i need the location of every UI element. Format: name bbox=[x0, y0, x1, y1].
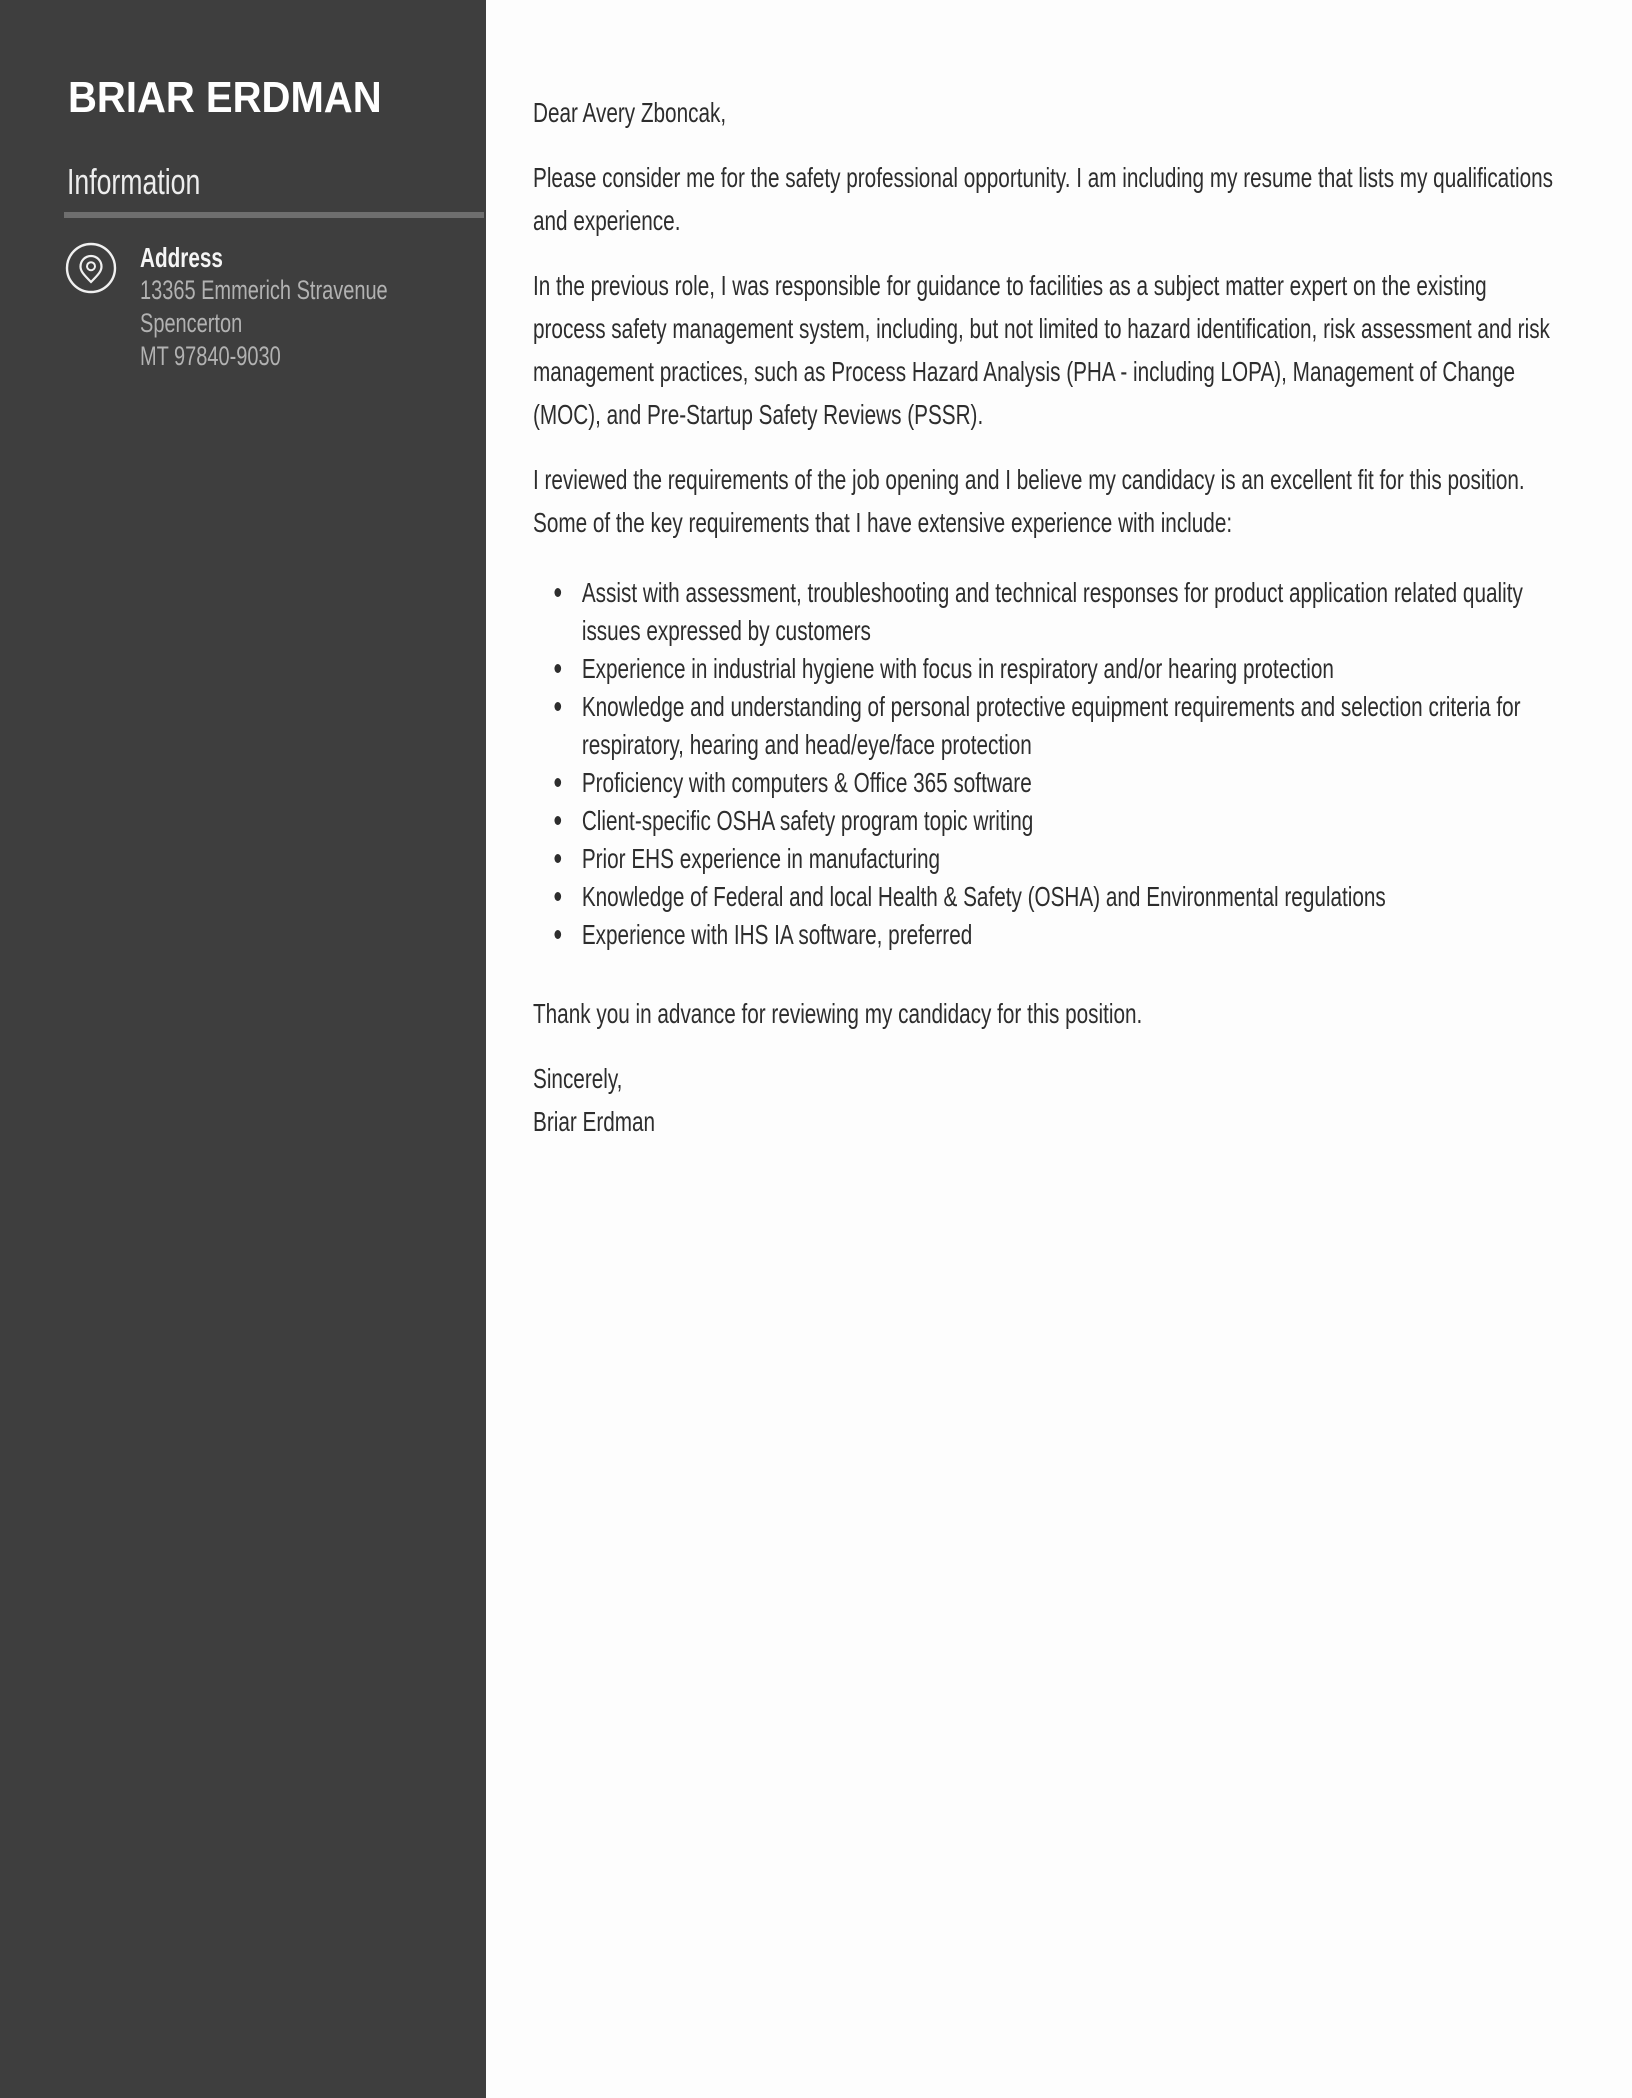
bullet-item: Prior EHS experience in manufacturing bbox=[533, 840, 1563, 878]
bullet-item: Proficiency with computers & Office 365 software bbox=[533, 764, 1563, 802]
bullet-item: Experience with IHS IA software, preferred bbox=[533, 916, 1563, 954]
bullet-item: Assist with assessment, troubleshooting and technical responses for product application related quality issues expressed by customers bbox=[533, 574, 1563, 650]
letter-signoff: Sincerely, bbox=[533, 1063, 623, 1094]
bullet-list bbox=[533, 574, 1563, 954]
signature-block bbox=[533, 1057, 1563, 1143]
letter-paragraph: Please consider me for the safety professional opportunity. I am including my resume that lists my qualifications and experience. bbox=[533, 162, 1553, 236]
sidebar bbox=[0, 0, 486, 2098]
bullet-item: Knowledge of Federal and local Health & Safety (OSHA) and Environmental regulations bbox=[533, 878, 1563, 916]
letter-body bbox=[533, 91, 1563, 1143]
letter-paragraph: I reviewed the requirements of the job opening and I believe my candidacy is an excellent fit for this position. Some of the key requirements that I have extensive experience with include: bbox=[533, 464, 1525, 538]
address-label: Address bbox=[140, 242, 223, 273]
letter-salutation: Dear Avery Zboncak, bbox=[533, 97, 727, 128]
bullet-item: Knowledge and understanding of personal protective equipment requirements and selection criteria for respiratory, hearing and head/eye/face protection bbox=[533, 688, 1563, 764]
address-block bbox=[140, 241, 484, 373]
letter-paragraph: In the previous role, I was responsible for guidance to facilities as a subject matter expert on the existing process safety management system, including, but not limited to hazard identification, risk assessment and risk management practices, such as Process Hazard Analysis (PHA - including LOPA), Management of Change (MOC), and Pre-Startup Safety Reviews (PSSR). bbox=[533, 270, 1550, 430]
candidate-name: BRIAR ERDMAN bbox=[68, 73, 382, 122]
bullet-item: Client-specific OSHA safety program topic writing bbox=[533, 802, 1563, 840]
address-line: Spencerton bbox=[140, 308, 243, 338]
sidebar-section-title: Information bbox=[67, 161, 201, 202]
address-line: MT 97840-9030 bbox=[140, 341, 281, 371]
bullet-item: Experience in industrial hygiene with focus in respiratory and/or hearing protection bbox=[533, 650, 1563, 688]
location-pin-icon bbox=[65, 242, 117, 294]
letter-signature: Briar Erdman bbox=[533, 1106, 656, 1137]
address-line: 13365 Emmerich Stravenue bbox=[140, 275, 388, 305]
section-divider bbox=[64, 212, 484, 218]
letter-closing: Thank you in advance for reviewing my candidacy for this position. bbox=[533, 998, 1143, 1029]
